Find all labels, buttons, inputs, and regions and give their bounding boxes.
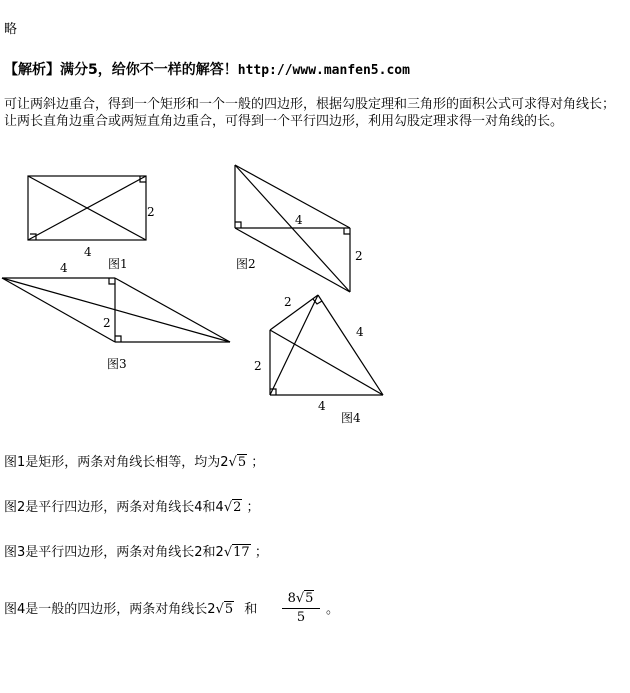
result-4-and: 和 — [244, 602, 258, 617]
result-4-radicand: 5 — [224, 602, 234, 617]
sqrt-icon: √ — [228, 455, 237, 470]
fraction-num-coef: 8 — [287, 591, 296, 606]
result-4-end: 。 — [326, 602, 340, 617]
fraction-num-radicand: 5 — [305, 591, 314, 606]
fig3-side-4: 4 — [60, 261, 68, 275]
fig3-side-2: 2 — [103, 316, 111, 330]
fig1-caption: 图1 — [108, 257, 128, 271]
result-4-text: 图4是一般的四边形，两条对角线长2 — [4, 602, 216, 617]
result-4 — [4, 602, 257, 618]
fig1-side-4: 4 — [84, 245, 92, 259]
result-3-radicand: 17 — [233, 545, 250, 560]
sqrt-icon: √ — [223, 500, 233, 515]
fig2-side-4: 4 — [295, 213, 303, 227]
fig4-side-4a: 4 — [356, 325, 364, 339]
result-3-end: ； — [254, 545, 268, 560]
analysis-url[interactable]: http://www.manfen5.com — [237, 63, 410, 78]
figure-2 — [235, 165, 350, 292]
sqrt-icon: √ — [295, 591, 305, 606]
fig4-side-4b: 4 — [318, 399, 326, 413]
result-4-fraction — [282, 590, 320, 627]
figure-3 — [2, 278, 230, 342]
result-1 — [4, 455, 264, 471]
fig2-side-2: 2 — [355, 249, 363, 263]
result-1-end: ； — [251, 455, 265, 470]
result-1-radicand: 5 — [237, 455, 247, 470]
fraction-denominator: 5 — [296, 610, 306, 625]
figure-1 — [28, 176, 146, 240]
result-3 — [4, 545, 268, 561]
fig4-side-2a: 2 — [284, 295, 292, 309]
fig4-side-2b: 2 — [254, 359, 262, 373]
result-3-text: 图3是平行四边形，两条对角线长2和2 — [4, 545, 224, 560]
fig4-caption: 图4 — [341, 411, 361, 425]
top-label: 略 — [4, 22, 18, 37]
result-2 — [4, 500, 260, 516]
sqrt-icon: √ — [223, 545, 233, 560]
fraction-numerator — [282, 590, 320, 609]
sqrt-icon: √ — [215, 602, 224, 617]
result-2-radicand: 2 — [233, 500, 242, 515]
fig1-side-2: 2 — [147, 205, 155, 219]
figure-4 — [270, 295, 383, 395]
intro-paragraph: 可让两斜边重合，得到一个矩形和一个一般的四边形，根据勾股定理和三角形的面积公式可求得对角线长；让两长直角边重合或两短直角边重合，可得到一个平行四边形，利用勾股定理求得一对角线的长。 — [4, 97, 616, 129]
result-1-text: 图1是矩形，两条对角线长相等，均为2 — [4, 455, 229, 470]
analysis-heading: 满分5，给你不一样的解答！ — [60, 62, 238, 78]
analysis-bracket: 【解析】 — [4, 62, 60, 78]
fig3-caption: 图3 — [107, 357, 127, 371]
result-2-end: ； — [246, 500, 260, 515]
result-2-text: 图2是平行四边形，两条对角线长4和4 — [4, 500, 224, 515]
fig2-caption: 图2 — [236, 257, 256, 271]
